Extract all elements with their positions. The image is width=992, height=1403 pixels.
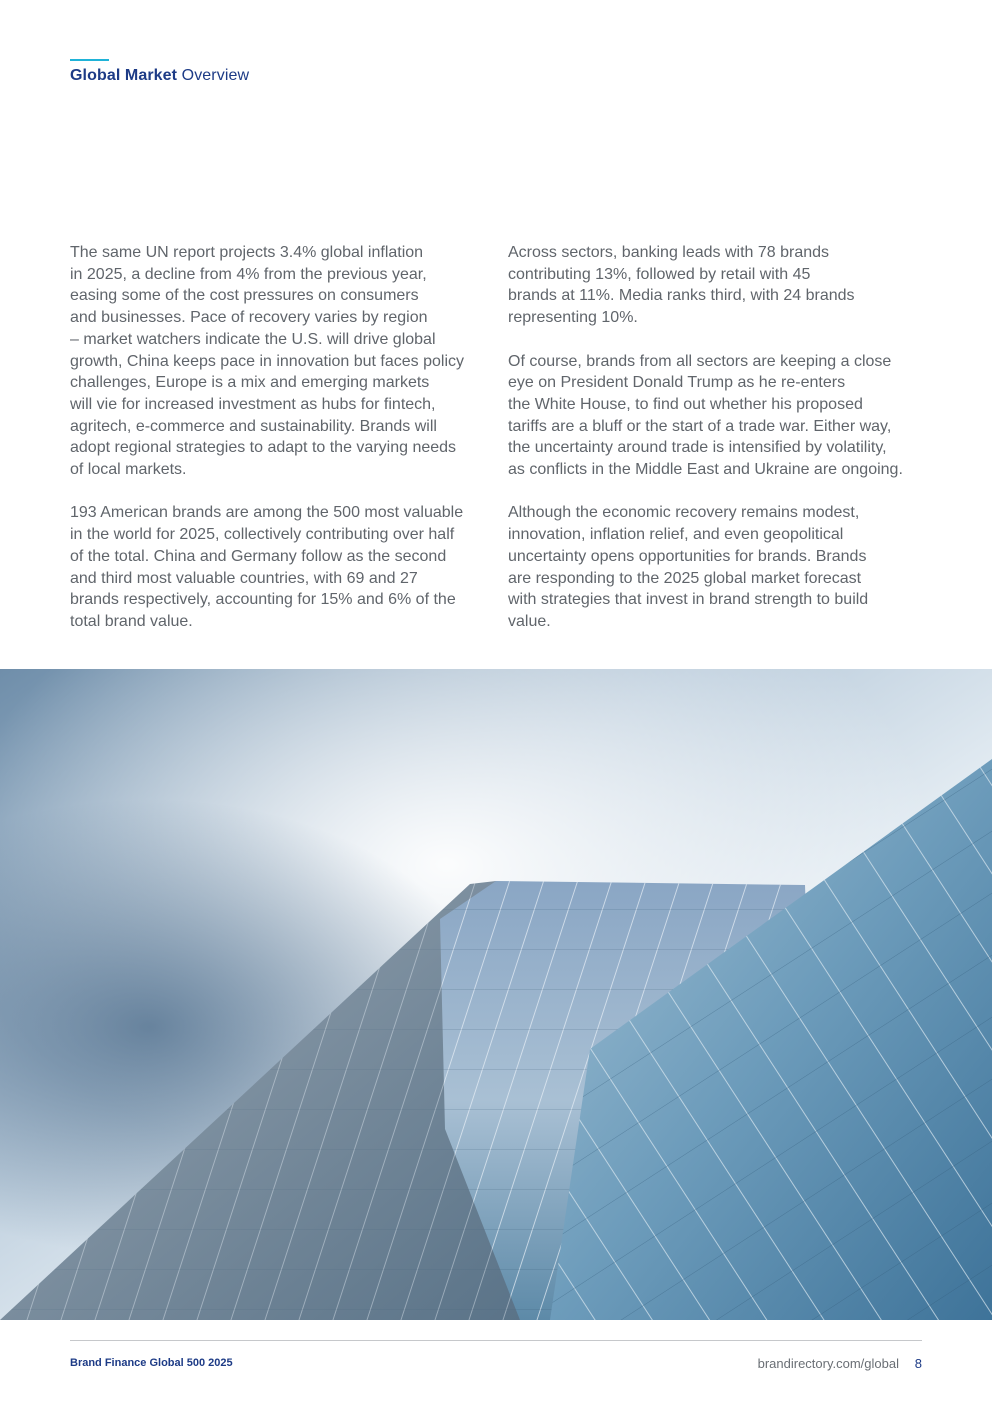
paragraph: Of course, brands from all sectors are keeping a close eye on President Donald Trump as he re-enters the White House, to find out whether his proposed tariffs are a bluff or the start of a trade war. Either way, the uncertainty around trade is intensified by volatility, as conflicts in the Middle East and Ukraine are ongoing. xyxy=(508,352,903,479)
body-column-left xyxy=(70,242,488,654)
footer-divider xyxy=(70,1340,922,1341)
section-title-rest: Overview xyxy=(177,67,250,84)
paragraph: The same UN report projects 3.4% global inflation in 2025, a decline from 4% from the previous year, easing some of the cost pressures on consumers and businesses. Pace of recovery varies by region – market watchers indicate the U.S. will drive global growth, China keeps pace in innovation but faces policy challenges, Europe is a mix and emerging markets will vie for increased investment as hubs for fintech, agritech, e-commerce and sustainability. Brands will adopt regional strategies to adapt to the varying needs of local markets. xyxy=(70,244,465,479)
footer-url-link[interactable]: brandirectory.com/global xyxy=(757,1356,899,1371)
header-accent-rule xyxy=(70,59,109,61)
footer-publication: Brand Finance Global 500 2025 xyxy=(70,1357,233,1369)
paragraph: Across sectors, banking leads with 78 brands contributing 13%, followed by retail with 45 brands at 11%. Media ranks third, with 24 brands representing 10%. xyxy=(508,244,855,327)
paragraph: Although the economic recovery remains modest, innovation, inflation relief, and even geopolitical uncertainty opens opportunities for brands. Brands are responding to the 2025 global market forecast with strategies that invest in brand strength to build value. xyxy=(508,504,869,630)
paragraph: 193 American brands are among the 500 most valuable in the world for 2025, collectively contributing over half of the total. China and Germany follow as the second and third most valuable countries, with 69 and 27 brands respectively, accounting for 15% and 6% of the total brand value. xyxy=(70,504,464,630)
page-number: 8 xyxy=(914,1356,922,1371)
building-photo xyxy=(0,669,992,1320)
section-title-strong: Global Market xyxy=(70,67,178,84)
body-column-right xyxy=(508,242,922,654)
section-title xyxy=(70,67,249,85)
